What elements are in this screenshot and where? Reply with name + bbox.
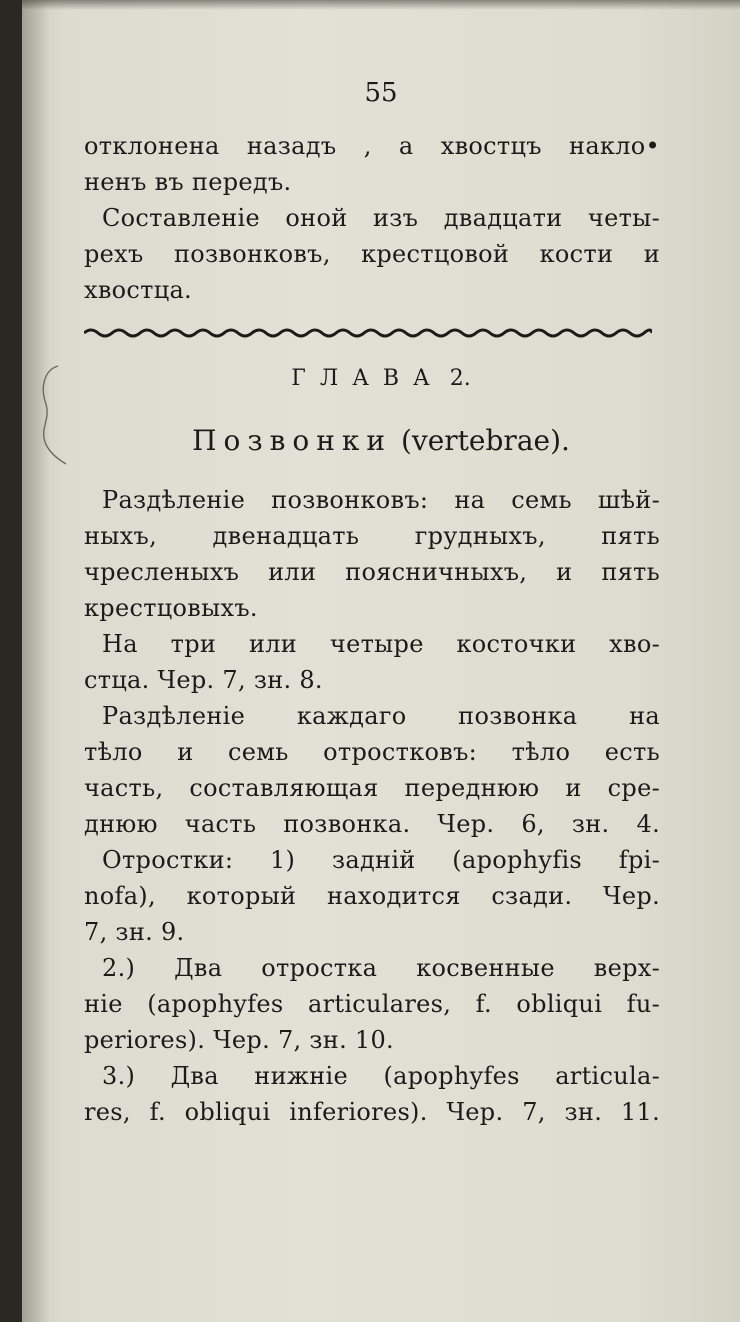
text-line: Отростки: 1) заднiй (apophyfis fpi- [102,846,660,874]
text-line: днюю часть позвонка. Чер. 6, зн. 4. [84,810,660,838]
text-line: Раздѣленiе каждаго позвонка на [102,702,660,730]
text-line: крестцовыхъ. [84,594,258,622]
text-line: ненъ въ передъ. [84,168,292,196]
text-line: 7, зн. 9. [84,918,185,946]
spine-shadow [22,0,50,1322]
text-line: nofa), который находится сзади. Чер. [84,882,660,910]
text-line: часть, составляющая переднюю и сре- [84,774,660,802]
text-line: хвостца. [84,276,192,304]
paragraph-block-1 [84,128,660,308]
text-line: 3.) Два нижнiе (apophyfes articula- [102,1062,660,1090]
text-line: ныхъ, двенадцать грудныхъ, пять [84,522,660,550]
text-line: Составленiе оной изъ двадцати четы- [102,204,660,232]
page-number: 55 [364,78,398,108]
section-title-latin: (vertebrae). [400,424,570,457]
text-line: рехъ позвонковъ, крестцовой кости и [84,240,660,268]
text-line: отклонена назадъ , а хвостцъ накло• [84,132,660,160]
chapter-word: ГЛАВА [291,366,444,391]
text-line: нiе (apophyfes articulares, f. obliqui fu- [84,990,660,1018]
text-line: На три или четыре косточки хво- [102,630,660,658]
paragraph-block-2 [84,482,660,1130]
chapter-number: 2. [449,366,471,391]
text-line: res, f. obliqui inferiores). Чер. 7, зн. 11. [84,1098,660,1126]
text-line: 2.) Два отростка косвенные верх- [102,954,660,982]
top-edge-shadow [22,0,740,10]
section-title-word: Позвонки [192,424,393,457]
book-page [22,0,740,1322]
decorative-rule [84,326,652,340]
text-line: Раздѣленiе позвонковъ: на семь шѣй- [102,486,660,514]
text-line: стца. Чер. 7, зн. 8. [84,666,323,694]
text-line: тѣло и семь отростковъ: тѣло есть [84,738,660,766]
chapter-heading [22,366,740,391]
text-line: чресленыхъ или поясничныхъ, и пять [84,558,660,586]
section-title [22,424,740,457]
text-line: periores). Чер. 7, зн. 10. [84,1026,394,1054]
